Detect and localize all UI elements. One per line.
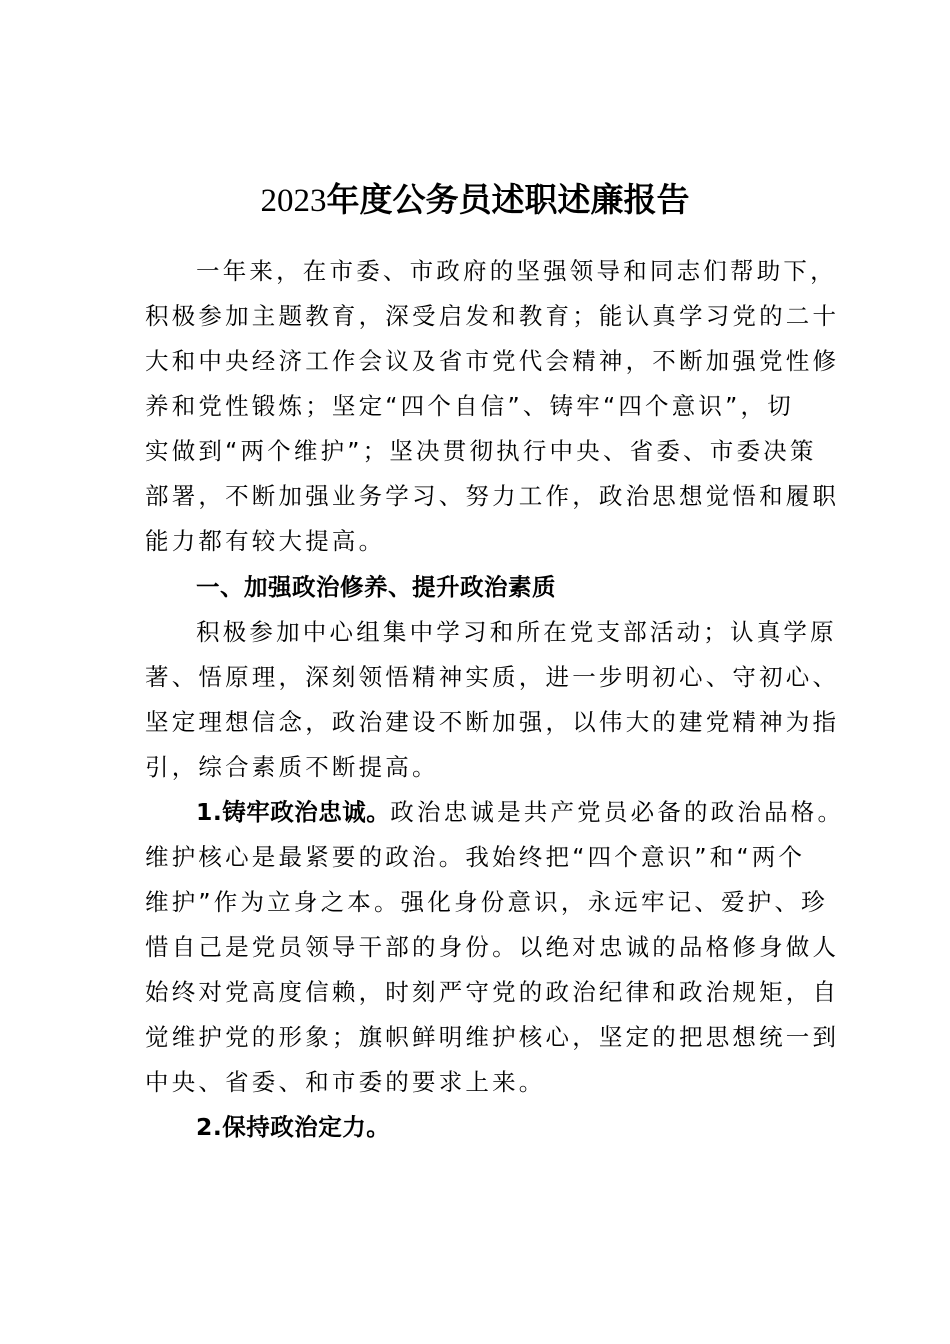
paragraph-1-line: 积极参加主题教育，深受启发和教育；能认真学习党的二十	[145, 302, 840, 330]
item-1-first-line-rest: 政治忠诚是共产党员必备的政治品格。	[390, 798, 845, 826]
item-1-line: 维护”作为立身之本。强化身份意识，永远牢记、爱护、珍	[145, 888, 828, 916]
paragraph-1-line: 大和中央经济工作会议及省市党代会精神，不断加强党性修	[145, 347, 840, 375]
item-2-heading	[196, 1112, 866, 1142]
document-title	[0, 176, 950, 225]
paragraph-1-line: 实做到“两个维护”；坚决贯彻执行中央、省委、市委决策	[145, 437, 817, 465]
paragraph-2-line: 著、悟原理，深刻领悟精神实质，进一步明初心、守初心、	[145, 663, 840, 691]
paragraph-1-line: 养和党性锻炼；坚定“四个自信”、铸牢“四个意识”，切	[145, 392, 794, 420]
paragraph-1-line: 部署，不断加强业务学习、努力工作，政治思想觉悟和履职	[145, 482, 840, 510]
item-1-line: 始终对党高度信赖，时刻严守党的政治纪律和政治规矩，自	[145, 978, 840, 1006]
item-1-first-line	[196, 797, 866, 827]
paragraph-1-line: 一年来，在市委、市政府的坚强领导和同志们帮助下，	[196, 257, 837, 285]
paragraph-2-line: 坚定理想信念，政治建设不断加强，以伟大的建党精神为指	[145, 708, 840, 736]
paragraph-1-line: 能力都有较大提高。	[145, 527, 386, 555]
section-1-heading: 一、加强政治修养、提升政治素质	[196, 573, 556, 601]
paragraph-2-line: 积极参加中心组集中学习和所在党支部活动；认真学原	[196, 618, 837, 646]
item-1-line: 维护核心是最紧要的政治。我始终把“四个意识”和“两个	[145, 843, 806, 871]
paragraph-2-line: 引，综合素质不断提高。	[145, 753, 439, 781]
item-1-lead: 1.铸牢政治忠诚。	[196, 798, 391, 826]
item-1-line: 觉维护党的形象；旗帜鲜明维护核心，坚定的把思想统一到	[145, 1023, 840, 1051]
title-year: 2023	[260, 183, 327, 219]
title-text: 年度公务员述职述廉报告	[326, 180, 690, 219]
item-1-line: 中央、省委、和市委的要求上来。	[145, 1068, 546, 1096]
item-2-lead: 2.保持政治定力。	[196, 1113, 391, 1141]
item-1-line: 惜自己是党员领导干部的身份。以绝对忠诚的品格修身做人	[145, 933, 840, 961]
